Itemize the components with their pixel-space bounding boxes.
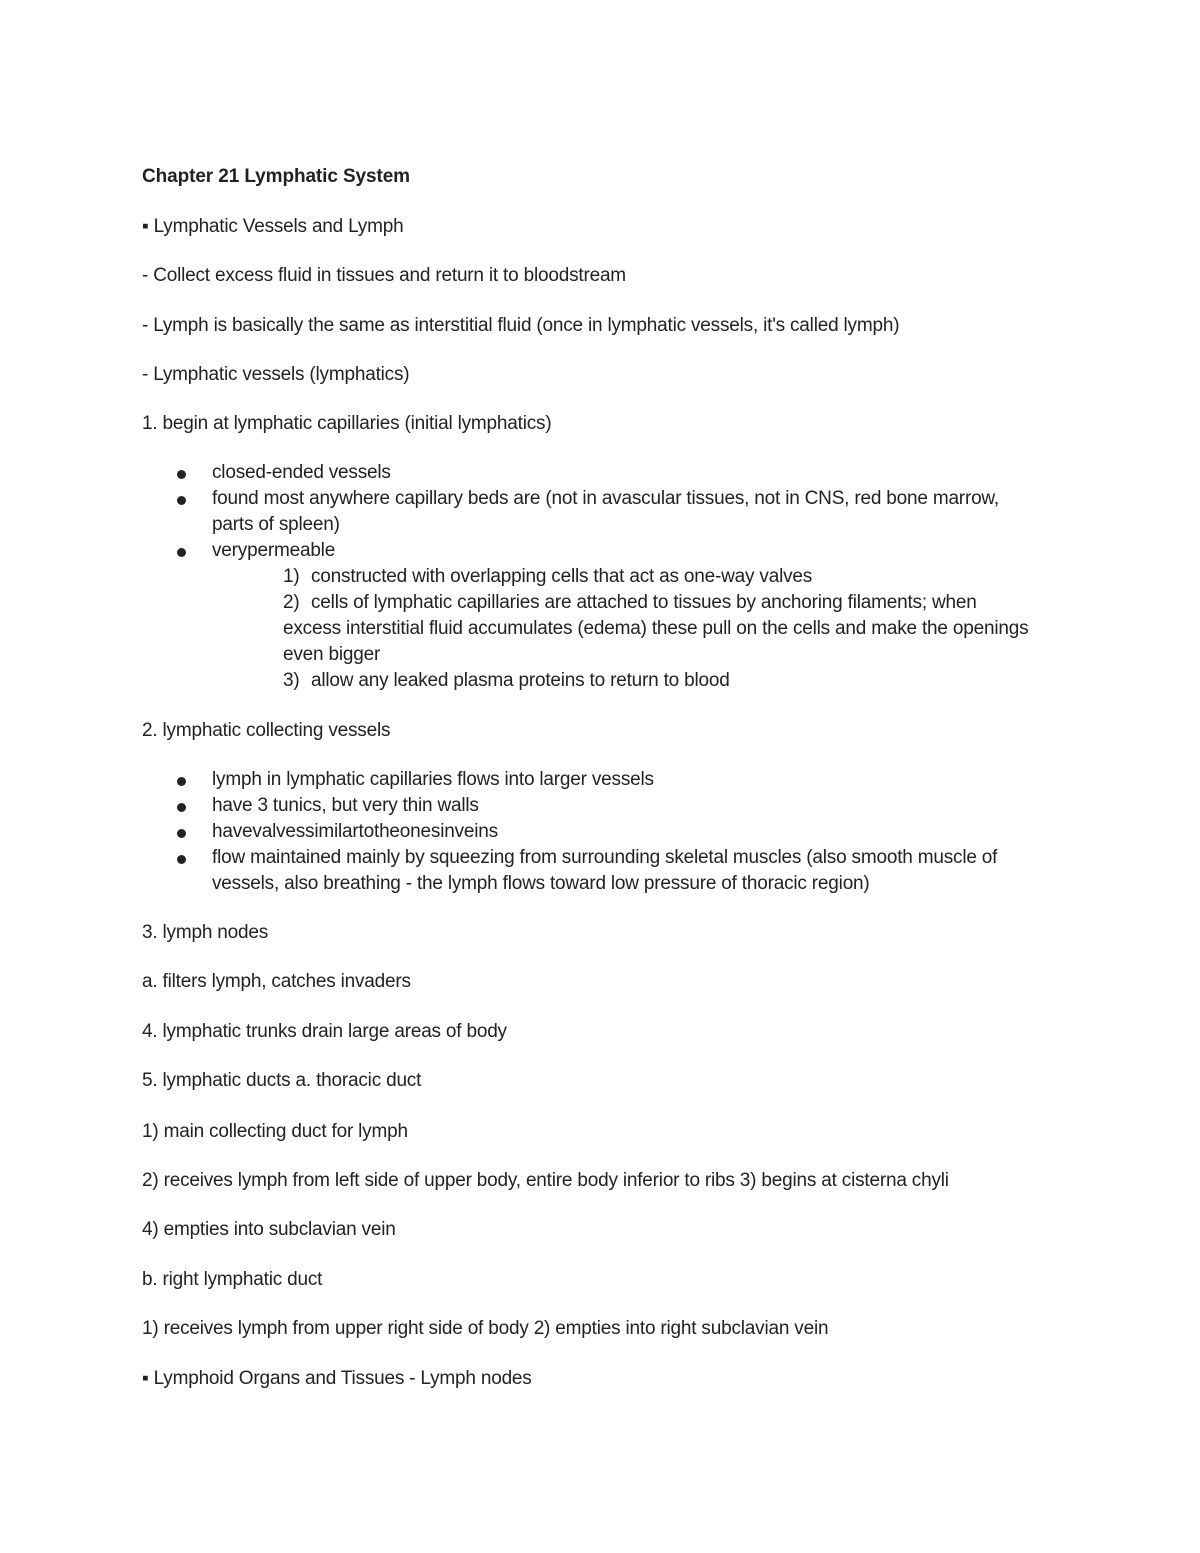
list-item-number: 3) <box>283 670 300 691</box>
note-line: b. right lymphatic duct <box>142 1269 323 1290</box>
list-item <box>0 845 1200 897</box>
list-item-text: found most anywhere capillary beds are (not in avascular tissues, not in CNS, red bone marrow, parts of spleen) <box>212 488 999 535</box>
section-heading-lymphoid: ▪ Lymphoid Organs and Tissues - Lymph nodes <box>142 1368 532 1389</box>
list-item-text: flow maintained mainly by squeezing from surrounding skeletal muscles (also smooth muscle of vessels, also breathing - the lymph flows toward low pressure of thoracic region) <box>212 847 998 894</box>
note-line: 2) receives lymph from left side of upper body, entire body inferior to ribs 3) begins at cisterna chyli <box>142 1170 949 1191</box>
list-item <box>0 793 1200 819</box>
list-item-text: allow any leaked plasma proteins to return to blood <box>311 670 730 691</box>
bullet-dot-icon <box>177 777 186 786</box>
bullet-dot-icon <box>177 470 186 479</box>
chapter-title: Chapter 21 Lymphatic System <box>142 166 410 187</box>
list-item-text: closed-ended vessels <box>212 462 391 483</box>
list-item <box>0 819 1200 845</box>
note-line: 1. begin at lymphatic capillaries (initial lymphatics) <box>142 413 552 434</box>
note-line: - Lymph is basically the same as interstitial fluid (once in lymphatic vessels, it's called lymph) <box>142 315 900 336</box>
note-line: 3. lymph nodes <box>142 922 269 943</box>
bullet-dot-icon <box>177 548 186 557</box>
list-item-number: 1) <box>283 566 300 587</box>
bullet-list-capillaries <box>0 460 1200 564</box>
list-item <box>0 486 1200 538</box>
bullet-dot-icon <box>177 496 186 505</box>
bullet-dot-icon <box>177 855 186 864</box>
bullet-list-collecting <box>0 767 1200 897</box>
list-item-text: constructed with overlapping cells that act as one-way valves <box>311 566 813 587</box>
list-item-text: verypermeable <box>212 540 336 561</box>
list-item-text: cells of lymphatic capillaries are attached to tissues by anchoring filaments; when excess interstitial fluid accumulates (edema) these pull on the cells and make the openings even bigger <box>283 592 1029 665</box>
note-line: - Lymphatic vessels (lymphatics) <box>142 364 410 385</box>
list-item <box>0 460 1200 486</box>
list-item <box>0 590 1200 668</box>
note-line: 4. lymphatic trunks drain large areas of body <box>142 1021 507 1042</box>
numbered-list-permeable <box>0 564 1200 694</box>
list-item <box>0 538 1200 564</box>
list-item <box>0 668 1200 694</box>
note-line: 1) receives lymph from upper right side of body 2) empties into right subclavian vein <box>142 1318 829 1339</box>
list-item <box>0 767 1200 793</box>
note-line: 5. lymphatic ducts a. thoracic duct <box>142 1070 422 1091</box>
note-line: 2. lymphatic collecting vessels <box>142 720 391 741</box>
list-item-text: have 3 tunics, but very thin walls <box>212 795 479 816</box>
list-item-text: havevalvessimilartotheonesinveins <box>212 821 498 842</box>
bullet-dot-icon <box>177 803 186 812</box>
note-line: 1) main collecting duct for lymph <box>142 1121 408 1142</box>
section-heading-vessels: ▪ Lymphatic Vessels and Lymph <box>142 216 404 237</box>
list-item-text: lymph in lymphatic capillaries flows into larger vessels <box>212 769 654 790</box>
bullet-dot-icon <box>177 829 186 838</box>
list-item <box>0 564 1200 590</box>
note-line: a. filters lymph, catches invaders <box>142 971 411 992</box>
note-line: - Collect excess fluid in tissues and return it to bloodstream <box>142 265 626 286</box>
note-line: 4) empties into subclavian vein <box>142 1219 396 1240</box>
list-item-number: 2) <box>283 592 300 613</box>
